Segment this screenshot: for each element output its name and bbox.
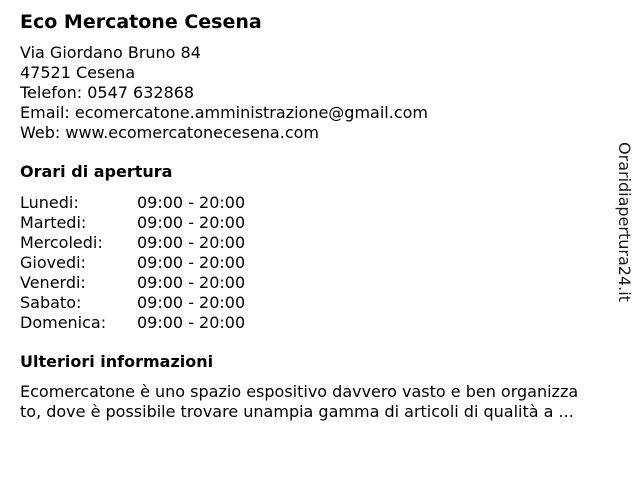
time-range: 09:00 - 20:00 [137,213,246,232]
hours-row-venerdi [20,273,620,293]
contact-block [20,43,620,143]
time-range: 09:00 - 20:00 [137,313,246,332]
web-line: Web: www.ecomercatonecesena.com [20,123,319,142]
day-label: Martedi: [20,213,87,232]
hours-row-domenica [20,313,620,333]
more-info-heading: Ulteriori informazioni [20,352,214,371]
opening-hours-heading: Orari di apertura [20,162,173,181]
day-label: Giovedi: [20,253,86,272]
hours-row-martedi [20,213,620,233]
address-city: 47521 Cesena [20,63,136,82]
time-range: 09:00 - 20:00 [137,253,246,272]
more-info-description [20,382,625,422]
time-range: 09:00 - 20:00 [137,233,246,252]
opening-hours-table [20,193,620,333]
address-street: Via Giordano Bruno 84 [20,43,201,62]
time-range: 09:00 - 20:00 [137,293,246,312]
store-info-card [20,10,620,422]
day-label: Mercoledi: [20,233,103,252]
site-brand-text: Oraridiapertura24.it [615,142,635,302]
hours-row-mercoledi [20,233,620,253]
hours-row-sabato [20,293,620,313]
hours-row-lunedi [20,193,620,213]
day-label: Sabato: [20,293,82,312]
store-name: Eco Mercatone Cesena [20,11,262,33]
day-label: Lunedi: [20,193,79,212]
email-line: Email: ecomercatone.amministrazione@gmail.com [20,103,428,122]
description-line: Ecomercatone è uno spazio espositivo davvero vasto e ben organizza [20,382,579,401]
time-range: 09:00 - 20:00 [137,273,246,292]
day-label: Domenica: [20,313,107,332]
site-brand-vertical [611,134,637,310]
time-range: 09:00 - 20:00 [137,193,246,212]
description-line: to, dove è possibile trovare unampia gamma di articoli di qualità a ... [20,402,574,421]
day-label: Venerdi: [20,273,86,292]
hours-row-giovedi [20,253,620,273]
phone-line: Telefon: 0547 632868 [20,83,195,102]
